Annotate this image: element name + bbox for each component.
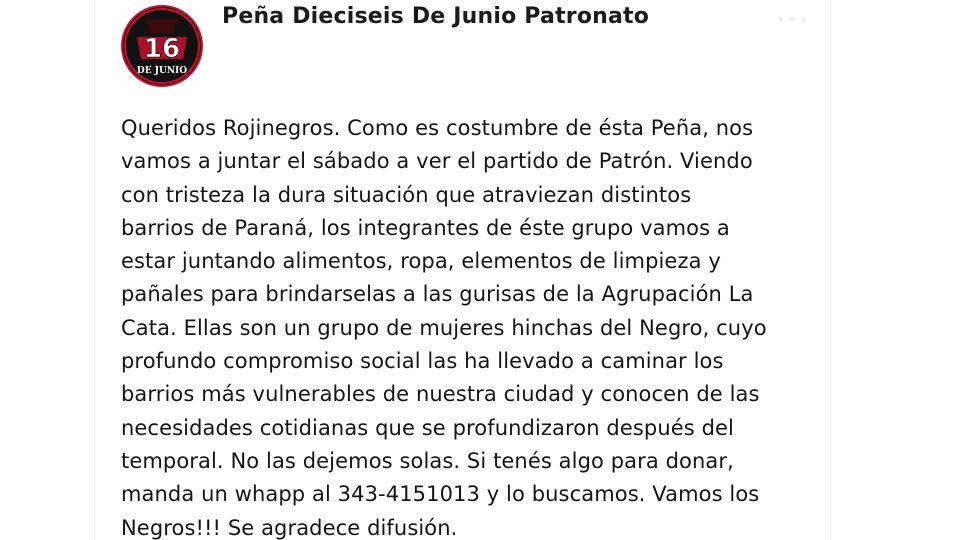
post-line: Negros!!! Se agradece difusión. [121,515,458,540]
post-line: con tristeza la dura situación que atraviezan distintos [121,182,692,207]
post-line: manda un whapp al 343-4151013 y lo buscamos. Vamos los [121,482,760,507]
post-line: necesidades cotidianas que se profundizaron después del [121,415,734,440]
post-line: temporal. No las dejemos solas. Si tenés algo para donar, [121,448,734,473]
post-line: profundo compromiso social las ha llevado a caminar los [121,349,724,374]
post-line: estar juntando alimentos, ropa, elementos de limpieza y [121,249,721,274]
post-meta-placeholder [222,40,302,54]
post-line: vamos a juntar el sábado a ver el partido de Patrón. Viendo [121,149,753,174]
post-line: barrios de Paraná, los integrantes de éste grupo vamos a [121,215,730,240]
badge-text: DE JUNIO [136,66,188,76]
post-line: Cata. Ellas son un grupo de mujeres hinchas del Negro, cuyo [121,315,767,340]
post-line: pañales para brindarselas a las gurisas de la Agrupación La [121,282,754,307]
more-options-icon[interactable]: ••• [776,10,811,29]
post-line: barrios más vulnerables de nuestra ciudad y conocen de las [121,382,760,407]
club-logo-icon [123,7,201,85]
post-text [121,112,821,540]
page-name-link[interactable]: Peña Dieciseis De Junio Patronato [222,4,650,29]
page-avatar[interactable] [121,5,203,87]
post-line: Queridos Rojinegros. Como es costumbre de ésta Peña, nos [121,116,754,140]
badge-number: 16 [143,34,181,64]
